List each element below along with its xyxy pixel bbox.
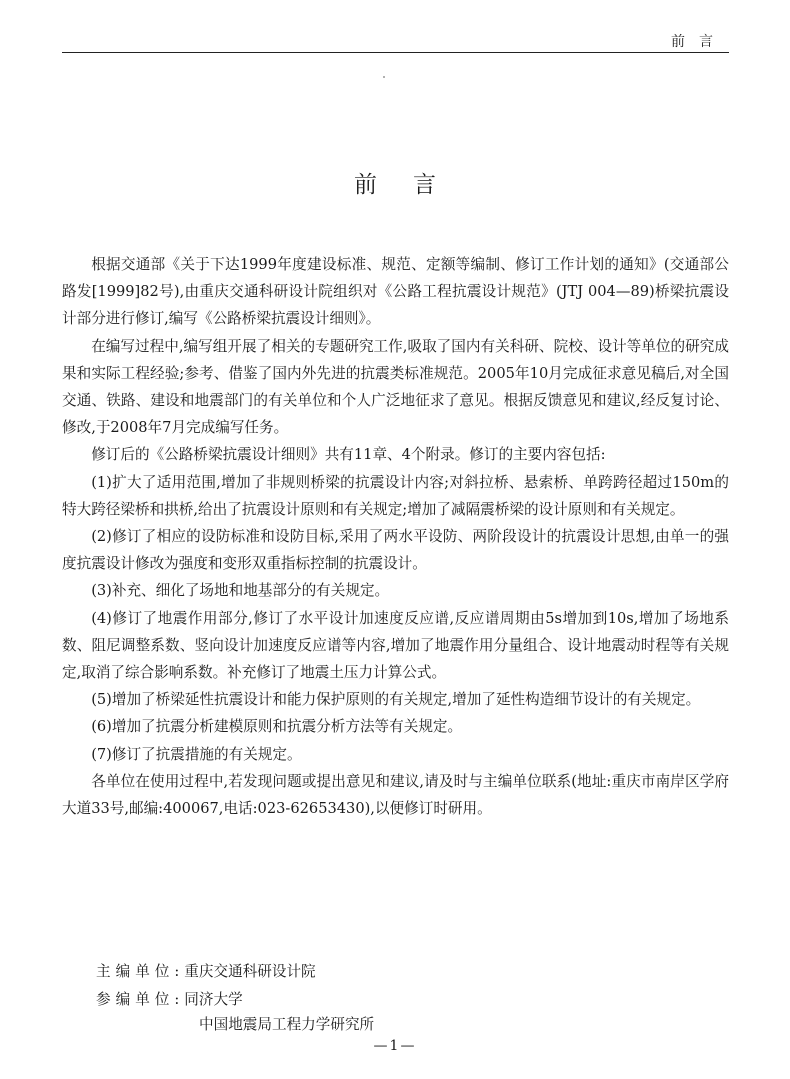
paragraph: (1)扩大了适用范围,增加了非规则桥梁的抗震设计内容;对斜拉桥、悬索桥、单跨跨径超过150m的特大跨径梁桥和拱桥,给出了抗震设计原则和有关规定;增加了减隔震桥梁的设计原则和有关规定。 xyxy=(62,473,729,518)
paragraph: (7)修订了抗震措施的有关规定。 xyxy=(91,745,302,763)
paragraph: (4)修订了地震作用部分,修订了水平设计加速度反应谱,反应谱周期由5s增加到10s,增加了场地系数、阻尼调整系数、竖向设计加速度反应谱等内容,增加了地震作用分量组合、设计地震动时程等有关规定,取消了综合影响系数。补充修订了地震土压力计算公式。 xyxy=(62,609,729,682)
paragraph: (5)增加了桥梁延性抗震设计和能力保护原则的有关规定,增加了延性构造细节设计的有关规定。 xyxy=(91,691,701,709)
paragraph: 修订后的《公路桥梁抗震设计细则》共有11章、4个附录。修订的主要内容包括: xyxy=(91,446,606,464)
page-number: —1— xyxy=(373,1038,417,1054)
running-head-title: 前言 xyxy=(671,34,727,50)
paragraph: 各单位在使用过程中,若发现问题或提出意见和建议,请及时与主编单位联系(地址:重庆市南岸区学府大道33号,邮编:400067,电话:023-62653430),以便修订时研用。 xyxy=(62,772,729,818)
editorial-units xyxy=(96,958,316,1014)
paragraph: (3)补充、细化了场地和地基部分的有关规定。 xyxy=(91,582,390,600)
paragraph: 根据交通部《关于下达1999年度建设标准、规范、定额等编制、修订工作计划的通知》(交通部公路发[1999]82号),由重庆交通科研设计院组织对《公路工程抗震设计规范》(JTJ 004—89)桥梁抗震设计部分进行修订,编写《公路桥梁抗震设计细则》。 xyxy=(62,256,729,328)
participating-unit-value: 中国地震局工程力学研究所 xyxy=(199,1016,375,1033)
participating-unit-label: 参编单位: xyxy=(96,991,185,1008)
paragraph: (2)修订了相应的设防标准和设防目标,采用了两水平设防、两阶段设计的抗震设计思想,由单一的强度抗震设计修改为强度和变形双重指标控制的抗震设计。 xyxy=(62,528,729,573)
running-head xyxy=(62,0,729,53)
participating-unit-value: 同济大学 xyxy=(184,991,243,1008)
page-title: 前言 xyxy=(354,172,472,198)
chief-unit-value: 重庆交通科研设计院 xyxy=(184,963,316,980)
header-rule xyxy=(62,52,729,53)
preface-body xyxy=(62,251,729,822)
chief-unit-label: 主编单位: xyxy=(96,963,185,980)
participating-unit-row xyxy=(96,986,316,1014)
chief-unit-row xyxy=(96,958,316,986)
paragraph: 在编写过程中,编写组开展了相关的专题研究工作,吸取了国内有关科研、院校、设计等单位的研究成果和实际工程经验;参考、借鉴了国内外先进的抗震类标准规范。2005年10月完成征求意见稿后,对全国交通、铁路、建设和地震部门的有关单位和个人广泛地征求了意见。根据反馈意见和建议,经反复讨论、修改,于2008年7月完成编写任务。 xyxy=(62,337,729,437)
scan-speck xyxy=(383,76,385,78)
paragraph: (6)增加了抗震分析建模原则和抗震分析方法等有关规定。 xyxy=(91,718,463,736)
